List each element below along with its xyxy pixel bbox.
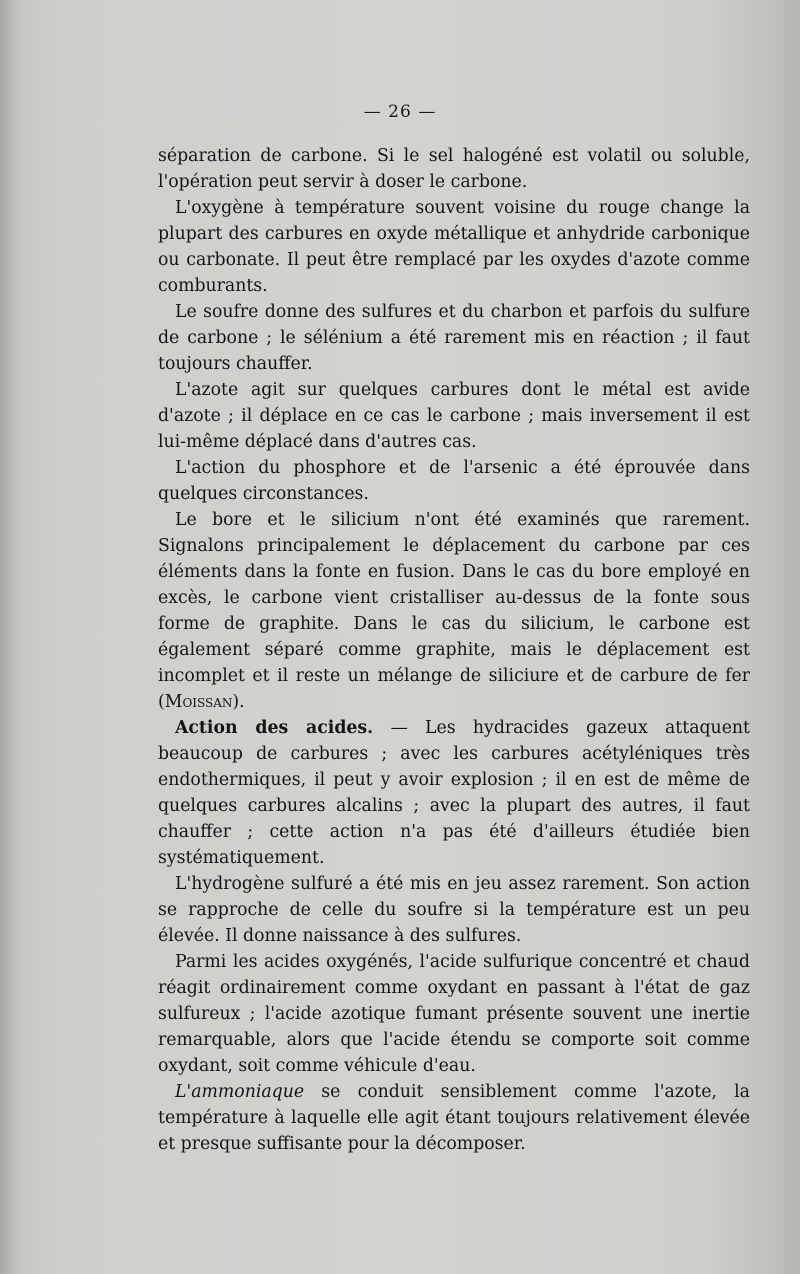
boron-silicon-closing: ). <box>232 692 245 712</box>
paragraph-oxygen: L'oxygène à température souvent voisine du rouge change la plupart des carbures en oxyde métallique et anhydride carbonique ou carbonate. Il peut être remplacé par les oxydes d'azote comme comburants. <box>158 198 750 296</box>
acids-text: — Les hydracides gazeux attaquent beaucoup de carbures ; avec les carbures acétyléniques très endothermiques, il peut y avoir explosion ; il en est de même de quelques carbures alcalins ; avec la plupart des autres, il faut chauffer ; cette action n'a pas été d'ailleurs étudiée bien systématiquement. <box>158 718 750 868</box>
paragraph-carbon-separation: séparation de carbone. Si le sel halogéné est volatil ou soluble, l'opération peut servir à doser le carbone. <box>158 146 750 192</box>
paragraph-hydrogen-sulfide: L'hydrogène sulfuré a été mis en jeu assez rarement. Son action se rapproche de celle du soufre si la température est un peu élevée. Il donne naissance à des sulfures. <box>158 874 750 946</box>
paragraph-oxygenated-acids: Parmi les acides oxygénés, l'acide sulfurique concentré et chaud réagit ordinairement comme oxydant en passant à l'état de gaz sulfureux ; l'acide azotique fumant présente souvent une inertie remarquable, alors que l'acide étendu se comporte soit comme oxydant, soit comme véhicule d'eau. <box>158 952 750 1076</box>
author-name: Moissan <box>164 692 233 712</box>
body-text <box>158 143 750 1157</box>
section-heading-acids: Action des acides. <box>175 718 374 738</box>
page-number: — 26 — <box>363 102 437 122</box>
ammonia-text: se conduit sensiblement comme l'azote, la température à laquelle elle agit étant toujours relativement élevée et presque suffisante pour la décomposer. <box>158 1082 750 1154</box>
paragraph-ammonia <box>158 1079 750 1157</box>
paragraph-boron-silicon <box>158 507 750 715</box>
paragraph-acids <box>158 715 750 871</box>
paragraph-nitrogen: L'azote agit sur quelques carbures dont le métal est avide d'azote ; il déplace en ce cas le carbone ; mais inversement il est lui-même déplacé dans d'autres cas. <box>158 380 750 452</box>
paragraph-phosphorus: L'action du phosphore et de l'arsenic a été éprouvée dans quelques circonstances. <box>158 458 750 504</box>
term-ammonia: L'ammoniaque <box>175 1082 305 1102</box>
paragraph-sulfur: Le soufre donne des sulfures et du charbon et parfois du sulfure de carbone ; le sélénium a été rarement mis en réaction ; il faut toujours chauffer. <box>158 302 750 374</box>
boron-silicon-text: Le bore et le silicium n'ont été examinés que rarement. Signalons principalement le déplacement du carbone par ces éléments dans la fonte en fusion. Dans le cas du bore employé en excès, le carbone vient cristalliser au-dessus de la fonte sous forme de graphite. Dans le cas du silicium, le carbone est également séparé comme graphite, mais le déplacement est incomplet et il reste un mélange de siliciure et de carbure de fer ( <box>158 510 750 712</box>
